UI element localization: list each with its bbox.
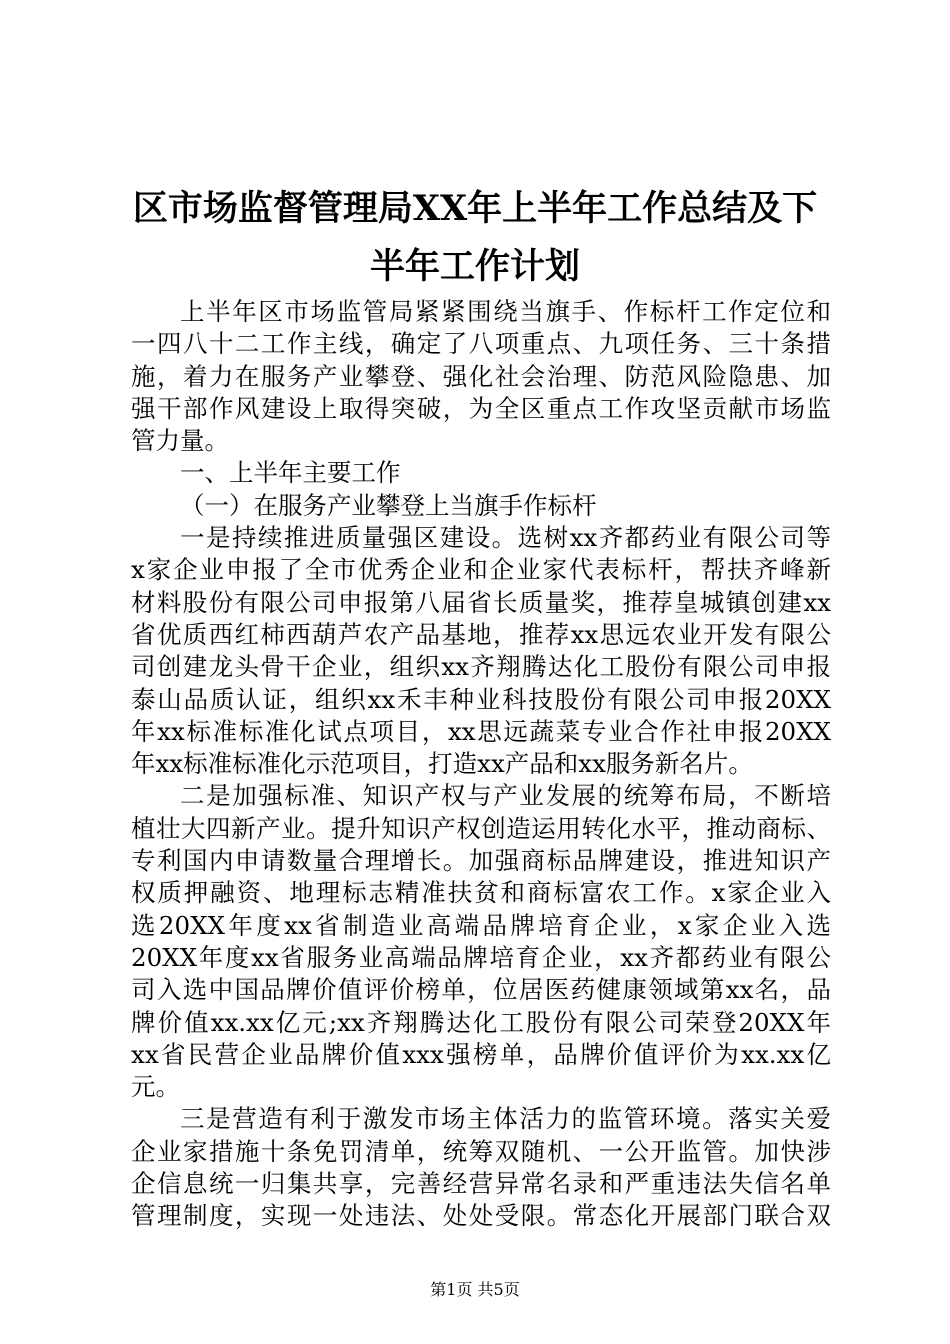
body-text-line: 元。 [131, 1072, 180, 1102]
body-text-line: 管力量。 [131, 426, 229, 456]
body-text-line: 司入选中国品牌价值评价榜单，位居医药健康领域第xx名，品 [131, 975, 831, 1005]
body-text-line: 企业家措施十条免罚清单，统筹双随机、一公开监管。加快涉 [131, 1136, 831, 1166]
body-text-line: 年xx标准标准化试点项目，xx思远蔬菜专业合作社申报20XX [131, 716, 831, 746]
body-text-line: 材料股份有限公司申报第八届省长质量奖，推荐皇城镇创建xx [131, 587, 831, 617]
document-title-line-2: 半年工作计划 [369, 246, 580, 287]
body-text-line: 上半年区市场监管局紧紧围绕当旗手、作标杆工作定位和 [180, 297, 831, 326]
body-text-line: 省优质西红柿西葫芦农产品基地，推荐xx思远农业开发有限公 [131, 619, 831, 649]
body-text-line: 司创建龙头骨干企业，组织xx齐翔腾达化工股份有限公司申报 [131, 652, 831, 682]
body-text-line: 一是持续推进质量强区建设。选树xx齐都药业有限公司等 [180, 523, 831, 553]
body-text-line: 植壮大四新产业。提升知识产权创造运用转化水平，推动商标、 [131, 813, 831, 843]
body-text-line: 权质押融资、地理标志精准扶贫和商标富农工作。x家企业入 [131, 878, 831, 908]
body-text-line: xx省民营企业品牌价值xxx强榜单，品牌价值评价为xx.xx亿 [131, 1039, 831, 1069]
body-text-line: 三是营造有利于激发市场主体活力的监管环境。落实关爱 [180, 1104, 831, 1134]
body-text-line: 20XX年度xx省服务业高端品牌培育企业，xx齐都药业有限公 [131, 942, 831, 972]
body-text-line: 选20XX年度xx省制造业高端品牌培育企业，x家企业入选 [131, 910, 831, 940]
body-text-line: 年xx标准标准化示范项目，打造xx产品和xx服务新名片。 [131, 749, 753, 779]
document-body [131, 296, 831, 1233]
body-text-line: 泰山品质认证，组织xx禾丰种业科技股份有限公司申报20XX [131, 684, 831, 714]
body-text-line: 牌价值xx.xx亿元;xx齐翔腾达化工股份有限公司荣登20XX年 [131, 1007, 831, 1037]
body-text-line: x家企业申报了全市优秀企业和企业家代表标杆，帮扶齐峰新 [131, 555, 831, 585]
body-text-line: 一四八十二工作主线，确定了八项重点、九项任务、三十条措 [131, 329, 831, 359]
body-text-line: 一、上半年主要工作 [180, 458, 401, 488]
body-text-line: 管理制度，实现一处违法、处处受限。常态化开展部门联合双 [131, 1201, 831, 1231]
body-text-line: 强干部作风建设上取得突破，为全区重点工作攻坚贡献市场监 [131, 393, 831, 423]
body-text-line: 二是加强标准、知识产权与产业发展的统筹布局，不断培 [180, 781, 831, 811]
page-footer: 第1页 共5页 [430, 1280, 520, 1299]
body-text-line: 企信息统一归集共享，完善经营异常名录和严重违法失信名单 [131, 1169, 831, 1199]
body-text-line: 专利国内申请数量合理增长。加强商标品牌建设，推进知识产 [131, 846, 831, 876]
document-title-line-1: 区市场监督管理局XX年上半年工作总结及下 [132, 188, 818, 229]
body-text-line: （一）在服务产业攀登上当旗手作标杆 [180, 490, 597, 520]
body-text-line: 施，着力在服务产业攀登、强化社会治理、防范风险隐患、加 [131, 361, 831, 391]
